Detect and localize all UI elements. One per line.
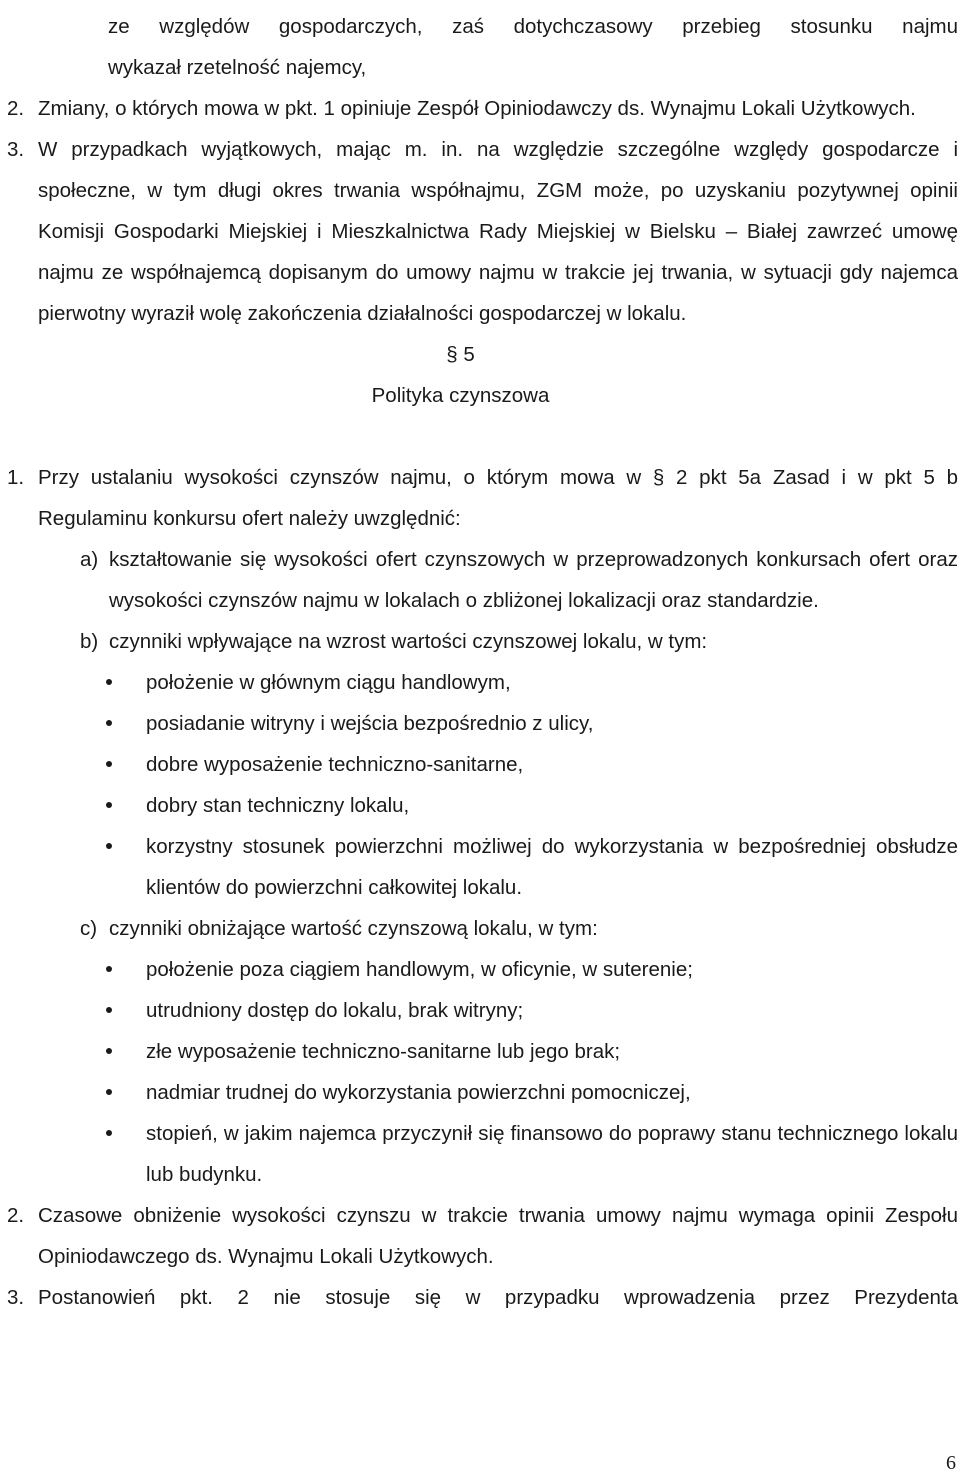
bullet-icon bbox=[106, 1007, 112, 1013]
list-item: położenie w głównym ciągu handlowym, bbox=[146, 662, 958, 703]
list-item: nadmiar trudnej do wykorzystania powierzchni pomocniczej, bbox=[146, 1072, 958, 1113]
list-item: korzystny stosunek powierzchni możliwej do wykorzystania w bezpośredniej obsłudze klientów do powierzchni całkowitej lokalu. bbox=[146, 826, 958, 908]
point-number: 2. bbox=[7, 1204, 25, 1227]
point-text: Zmiany, o których mowa w pkt. 1 opiniuje Zespół Opiniodawczy ds. Wynajmu Lokali Użytkowych. bbox=[38, 97, 916, 120]
point-3-previous bbox=[7, 129, 958, 334]
continuation-line-2: wykazał rzetelność najemcy, bbox=[108, 56, 367, 79]
list-item: dobre wyposażenie techniczno-sanitarne, bbox=[146, 744, 958, 785]
page-number: 6 bbox=[946, 1452, 956, 1474]
list-item: stopień, w jakim najemca przyczynił się finansowo do poprawy stanu technicznego lokalu lub budynku. bbox=[146, 1113, 958, 1195]
subpoint-label: c) bbox=[80, 917, 98, 940]
subpoint-text: czynniki obniżające wartość czynszową lokalu, w tym: bbox=[109, 917, 598, 940]
list-item: posiadanie witryny i wejścia bezpośrednio z ulicy, bbox=[146, 703, 958, 744]
subpoint-text: czynniki wpływające na wzrost wartości czynszowej lokalu, w tym: bbox=[109, 630, 708, 653]
bullet-icon bbox=[106, 802, 112, 808]
bullet-list-b bbox=[146, 662, 958, 908]
bullet-icon bbox=[106, 966, 112, 972]
bullet-icon bbox=[106, 720, 112, 726]
point-text: W przypadkach wyjątkowych, mając m. in. na względzie szczególne względy gospodarcze i społeczne, w tym długi okres trwania współnajmu, ZGM może, po uzyskaniu pozytywnej opinii Komisji Gospodarki Miejskiej i Mieszkalnictwa Rady Miejskiej w Bielsku – Białej zawrzeć umowę najmu ze współnajemcą dopisanym do umowy najmu w trakcie jej trwania, w sytuacji gdy najemca pierwotny wyraził wolę zakończenia działalności gospodarczej w lokalu. bbox=[38, 138, 958, 325]
bullet-icon bbox=[106, 843, 112, 849]
document-page bbox=[7, 0, 958, 1318]
bullet-icon bbox=[106, 679, 112, 685]
point-1 bbox=[7, 457, 958, 539]
point-number: 2. bbox=[7, 97, 25, 120]
bullet-list-c bbox=[146, 949, 958, 1195]
continuation-paragraph bbox=[38, 6, 958, 88]
bullet-icon bbox=[106, 761, 112, 767]
bullet-icon bbox=[106, 1048, 112, 1054]
subpoint-label: b) bbox=[80, 630, 99, 653]
subpoint-c bbox=[80, 908, 958, 949]
point-2-previous bbox=[7, 88, 958, 129]
point-text: Czasowe obniżenie wysokości czynszu w trakcie trwania umowy najmu wymaga opinii Zespołu Opiniodawczego ds. Wynajmu Lokali Użytkowych. bbox=[38, 1204, 958, 1268]
section-title: Polityka czynszowa bbox=[371, 384, 550, 407]
subpoint-label: a) bbox=[80, 548, 99, 571]
point-number: 1. bbox=[7, 466, 25, 489]
subpoint-text: kształtowanie się wysokości ofert czynszowych w przeprowadzonych konkursach ofert oraz wysokości czynszów najmu w lokalach o zbliżonej lokalizacji oraz standardzie. bbox=[109, 548, 958, 612]
point-text: Postanowień pkt. 2 nie stosuje się w przypadku wprowadzenia przez Prezydenta bbox=[38, 1286, 958, 1309]
point-text: Przy ustalaniu wysokości czynszów najmu, o którym mowa w § 2 pkt 5a Zasad i w pkt 5 b Regulaminu konkursu ofert należy uwzględnić: bbox=[38, 466, 958, 530]
bullet-icon bbox=[106, 1089, 112, 1095]
bullet-icon bbox=[106, 1130, 112, 1136]
continuation-line-1: ze względów gospodarczych, zaś dotychczasowy przebieg stosunku najmu bbox=[108, 15, 958, 38]
subpoint-a bbox=[80, 539, 958, 621]
point-2 bbox=[7, 1195, 958, 1277]
subpoint-b bbox=[80, 621, 958, 662]
section-number: § 5 bbox=[446, 343, 475, 366]
list-item: dobry stan techniczny lokalu, bbox=[146, 785, 958, 826]
point-3 bbox=[7, 1277, 958, 1318]
list-item: utrudniony dostęp do lokalu, brak witryny; bbox=[146, 990, 958, 1031]
point-number: 3. bbox=[7, 1286, 25, 1309]
point-number: 3. bbox=[7, 138, 25, 161]
list-item: położenie poza ciągiem handlowym, w oficynie, w suterenie; bbox=[146, 949, 958, 990]
list-item: złe wyposażenie techniczno-sanitarne lub jego brak; bbox=[146, 1031, 958, 1072]
